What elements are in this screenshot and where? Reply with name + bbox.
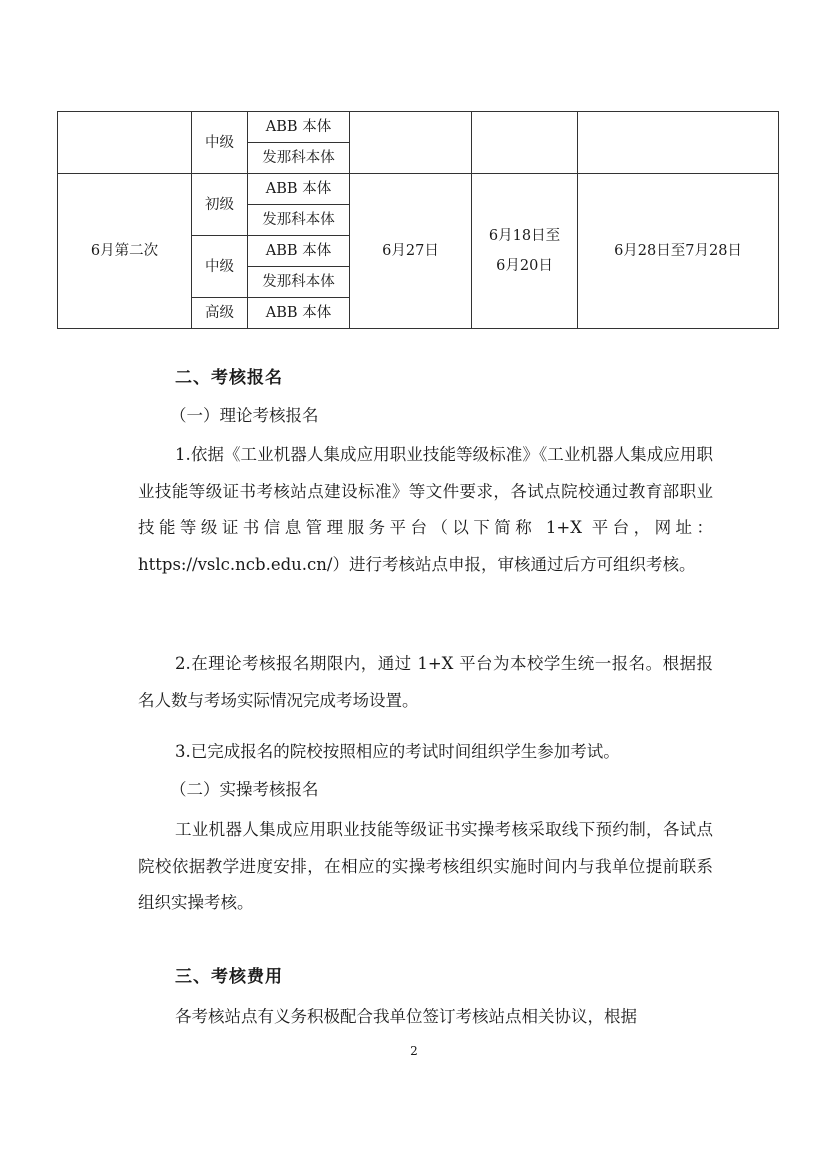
page-number: 2	[410, 1044, 418, 1058]
level-cell: 中级	[192, 112, 248, 174]
table-row	[58, 174, 779, 205]
paragraph-item-2: 2.在理论考核报名期限内，通过 1+X 平台为本校学生统一报名。根据报名人数与考场实际情况完成考场设置。	[138, 654, 713, 710]
table-cell-empty	[58, 112, 192, 174]
practical-period-cell: 6月28日至7月28日	[578, 174, 779, 329]
level-cell: 初级	[192, 174, 248, 236]
paragraph-fees: 各考核站点有义务积极配合我单位签订考核站点相关协议，根据	[175, 1007, 637, 1026]
robot-type-cell: ABB 本体	[248, 298, 350, 329]
paragraph-practical: 工业机器人集成应用职业技能等级证书实操考核采取线下预约制，各试点院校依据教学进度安排，在相应的实操考核组织实施时间内与我单位提前联系组织实操考核。	[138, 820, 713, 912]
registration-period-cell	[472, 174, 578, 329]
paragraph-item-1: 1.依据《工业机器人集成应用职业技能等级标准》《工业机器人集成应用职业技能等级证书考核站点建设标准》等文件要求，各试点院校通过教育部职业技能等级证书信息管理服务平台（以下简称 1+X 平台，网址：https://vslc.ncb.edu.cn/）进行考核站点申报，审核通过后方可组织考核。	[138, 445, 713, 574]
table-cell-empty	[472, 112, 578, 174]
robot-type-cell: ABB 本体	[248, 174, 350, 205]
table-cell-empty	[350, 112, 472, 174]
registration-period-line1: 6月18日至	[488, 228, 561, 244]
subheading-theory-registration: （一）理论考核报名	[170, 406, 319, 425]
level-cell: 高级	[192, 298, 248, 329]
robot-type-cell: 发那科本体	[248, 143, 350, 174]
table-row	[58, 112, 779, 143]
paragraph-item-3: 3.已完成报名的院校按照相应的考试时间组织学生参加考试。	[175, 742, 620, 761]
robot-type-cell: 发那科本体	[248, 267, 350, 298]
robot-type-cell: 发那科本体	[248, 205, 350, 236]
registration-period-line2: 6月20日	[496, 258, 553, 274]
section-heading-registration: 二、考核报名	[175, 368, 283, 388]
exam-schedule-table	[57, 111, 779, 329]
robot-type-cell: ABB 本体	[248, 112, 350, 143]
level-cell: 中级	[192, 236, 248, 298]
robot-type-cell: ABB 本体	[248, 236, 350, 267]
subheading-practical-registration: （二）实操考核报名	[170, 780, 319, 799]
batch-cell: 6月第二次	[58, 174, 192, 329]
table-cell-empty	[578, 112, 779, 174]
theory-exam-date-cell: 6月27日	[350, 174, 472, 329]
section-heading-fees: 三、考核费用	[175, 967, 283, 987]
